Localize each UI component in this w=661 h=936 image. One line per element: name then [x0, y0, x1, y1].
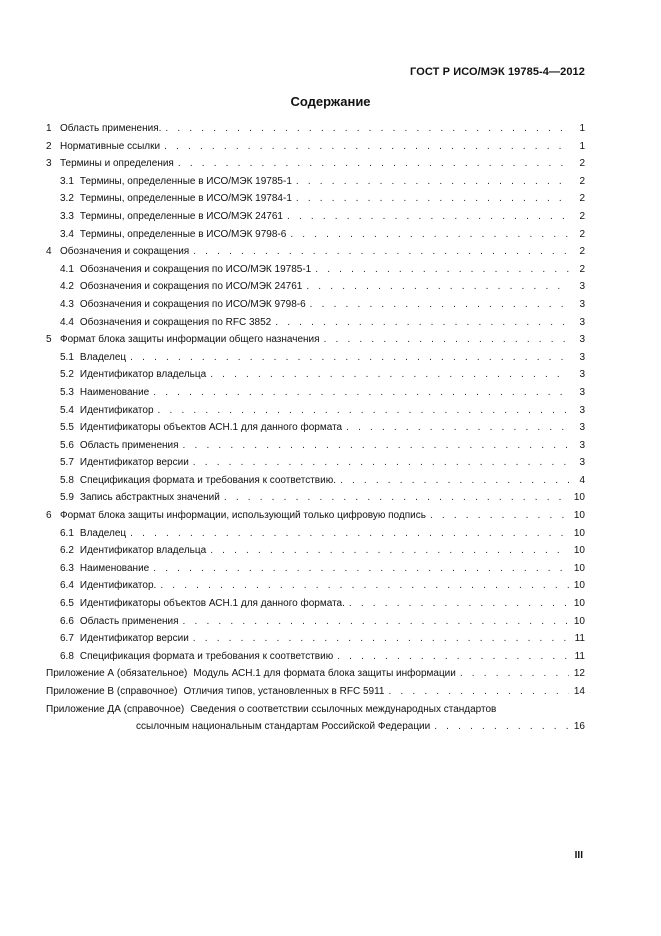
- dot-leader: [290, 226, 569, 244]
- toc-entry-number: 3.1: [60, 175, 74, 187]
- toc-entry-page: 3: [579, 422, 585, 434]
- toc-entry-number: 5.1: [60, 351, 74, 363]
- appendix-title-continuation: ссылочным национальным стандартам Российской Федерации: [136, 721, 431, 733]
- toc-entry-page: 3: [579, 281, 585, 293]
- toc-entry-number: 3: [46, 158, 52, 170]
- toc-entry: [46, 402, 585, 420]
- toc-entry-page: 2: [579, 158, 585, 170]
- toc-entry-page: 11: [574, 650, 585, 662]
- toc-entry: [46, 226, 585, 244]
- toc-entry-number: 6.4: [60, 580, 74, 592]
- dot-leader: [210, 366, 569, 384]
- toc-entry-page: 3: [579, 334, 585, 346]
- toc-entry-number: 3.3: [60, 210, 74, 222]
- toc-entry-label: Термины, определенные в ИСО/МЭК 24761: [79, 210, 283, 222]
- toc-entry: [46, 138, 585, 156]
- toc-entry-label: Наименование: [79, 562, 150, 574]
- toc-entry-number: 4.3: [60, 298, 74, 310]
- dot-leader: [160, 577, 569, 595]
- toc-entry-label: Спецификация формата и требования к соответствию: [79, 650, 334, 662]
- toc-entry: [46, 542, 585, 560]
- toc-entry-label: Термины, определенные в ИСО/МЭК 19785-1: [79, 175, 292, 187]
- toc-entry: [46, 560, 585, 578]
- dot-leader: [178, 155, 569, 173]
- toc-appendix-entry: [46, 683, 585, 701]
- toc-entry-page: 11: [574, 633, 585, 645]
- toc-entry-label: Владелец: [79, 527, 127, 539]
- toc-entry-number: 6.8: [60, 650, 74, 662]
- toc-entry: [46, 366, 585, 384]
- toc-entry-label: Идентификаторы объектов АСН.1 для данного формата.: [79, 598, 345, 610]
- dot-leader: [306, 278, 569, 296]
- toc-entry-label: Идентификатор.: [79, 580, 157, 592]
- toc-entry: [46, 349, 585, 367]
- dot-leader: [460, 665, 569, 683]
- toc-entry-page: 3: [579, 351, 585, 363]
- toc-entry-label: Формат блока защиты информации общего назначения: [60, 334, 320, 346]
- toc-entry: [46, 314, 585, 332]
- dot-leader: [183, 437, 569, 455]
- toc-entry-number: 4.4: [60, 316, 74, 328]
- toc-entry-page: 3: [579, 457, 585, 469]
- toc-entry-label: Обозначения и сокращения по RFC 3852: [79, 316, 272, 328]
- toc-appendix-entry: [46, 665, 585, 683]
- toc-entry-label: Идентификатор владельца: [79, 545, 207, 557]
- toc-entry-number: 3.2: [60, 193, 74, 205]
- dot-leader: [388, 683, 569, 701]
- toc-entry: [46, 384, 585, 402]
- toc-entry-page: 3: [579, 298, 585, 310]
- toc-entry-label: Спецификация формата и требования к соответствию.: [79, 474, 336, 486]
- dot-leader: [349, 595, 569, 613]
- dot-leader: [164, 138, 569, 156]
- toc-entry-number: 5.2: [60, 369, 74, 381]
- dot-leader: [337, 648, 569, 666]
- appendix-label: Приложение А (обязательное): [46, 668, 188, 680]
- toc-entry-label: Идентификатор версии: [79, 633, 189, 645]
- toc-entry-number: 2: [46, 140, 52, 152]
- toc-entry-label: Нормативные ссылки: [60, 140, 161, 152]
- dot-leader: [340, 472, 569, 490]
- dot-leader: [153, 384, 569, 402]
- toc-entry-number: 3.4: [60, 228, 74, 240]
- toc-entry-number: 5.7: [60, 457, 74, 469]
- toc-entry: [46, 155, 585, 173]
- dot-leader: [296, 173, 569, 191]
- dot-leader: [296, 190, 569, 208]
- toc-entry-number: 5: [46, 334, 52, 346]
- dot-leader: [430, 507, 569, 525]
- toc-entry-number: 6.2: [60, 545, 74, 557]
- dot-leader: [193, 454, 569, 472]
- dot-leader: [434, 718, 569, 736]
- dot-leader: [193, 243, 569, 261]
- toc-entry-label: Область применения: [79, 439, 179, 451]
- appendix-label: Приложение ДА (справочное): [46, 703, 185, 715]
- toc-entry-label: Наименование: [79, 386, 150, 398]
- page-title: Содержание: [290, 94, 371, 109]
- appendix-page: 12: [573, 668, 585, 680]
- document-header: ГОСТ Р ИСО/МЭК 19785-4—2012: [410, 66, 585, 78]
- toc-entry: [46, 454, 585, 472]
- toc-entry-page: 2: [579, 210, 585, 222]
- toc-entry-page: 3: [579, 386, 585, 398]
- toc-entry: [46, 472, 585, 490]
- toc-entry: [46, 190, 585, 208]
- toc-entry: [46, 243, 585, 261]
- toc-entry-label: Обозначения и сокращения по ИСО/МЭК 19785-1: [79, 263, 312, 275]
- toc-entry: [46, 120, 585, 138]
- toc-entry: [46, 577, 585, 595]
- toc-entry-page: 2: [579, 193, 585, 205]
- toc-entry-label: Идентификаторы объектов АСН.1 для данного формата: [79, 422, 343, 434]
- dot-leader: [165, 120, 569, 138]
- toc-entry-number: 6.6: [60, 615, 74, 627]
- toc-entry-page: 3: [579, 439, 585, 451]
- dot-leader: [324, 331, 569, 349]
- toc-entry-page: 4: [579, 474, 585, 486]
- toc-entry-label: Термины, определенные в ИСО/МЭК 19784-1: [79, 193, 292, 205]
- toc-entry-label: Обозначения и сокращения по ИСО/МЭК 24761: [79, 281, 303, 293]
- toc-entry-page: 2: [579, 263, 585, 275]
- toc-entry-number: 5.8: [60, 474, 74, 486]
- toc-entry-page: 2: [579, 175, 585, 187]
- toc-entry-number: 6.5: [60, 598, 74, 610]
- toc-entry-page: 10: [573, 580, 585, 592]
- toc-entry: [46, 525, 585, 543]
- dot-leader: [310, 296, 569, 314]
- toc-entry-label: Область применения.: [60, 123, 162, 134]
- toc-entry-number: 6: [46, 510, 52, 522]
- page-number: III: [574, 850, 583, 861]
- toc-entry-label: Владелец: [79, 351, 127, 363]
- appendix-title: Сведения о соответствии ссылочных международных стандартов: [190, 703, 497, 715]
- toc-entry-label: Обозначения и сокращения: [60, 246, 190, 258]
- appendix-label: Приложение В (справочное): [46, 686, 178, 697]
- appendix-title: Модуль АСН.1 для формата блока защиты информации: [193, 668, 456, 680]
- toc-entry: [46, 613, 585, 631]
- appendix-page: 16: [573, 721, 585, 733]
- toc-entry-number: 4.1: [60, 263, 74, 275]
- toc-entry-page: 10: [573, 562, 585, 574]
- toc-entry-page: 2: [579, 228, 585, 240]
- toc-entry: [46, 208, 585, 226]
- table-of-contents: [46, 120, 585, 736]
- toc-entry-page: 2: [579, 246, 585, 258]
- toc-appendix-continuation: [46, 718, 585, 736]
- toc-entry-number: 5.4: [60, 404, 74, 416]
- toc-entry-number: 6.7: [60, 633, 74, 645]
- toc-entry-label: Формат блока защиты информации, использующий только цифровую подпись: [60, 510, 426, 522]
- toc-entry: [46, 261, 585, 279]
- toc-entry: [46, 595, 585, 613]
- toc-entry-label: Обозначения и сокращения по ИСО/МЭК 9798-6: [79, 298, 306, 310]
- toc-entry-page: 10: [573, 545, 585, 557]
- toc-entry: [46, 630, 585, 648]
- dot-leader: [153, 560, 569, 578]
- toc-entry-page: 10: [573, 598, 585, 610]
- toc-entry-number: 5.5: [60, 422, 74, 434]
- dot-leader: [224, 489, 569, 507]
- toc-entry-label: Термины, определенные в ИСО/МЭК 9798-6: [79, 228, 287, 240]
- toc-entry-number: 6.3: [60, 562, 74, 574]
- toc-entry-page: 10: [573, 510, 585, 522]
- dot-leader: [287, 208, 569, 226]
- toc-entry: [46, 489, 585, 507]
- toc-entry: [46, 296, 585, 314]
- toc-entry-page: 10: [573, 527, 585, 539]
- toc-entry-page: 10: [573, 615, 585, 627]
- toc-entry: [46, 507, 585, 525]
- toc-entry-number: 4: [46, 246, 52, 258]
- toc-entry-page: 1: [579, 140, 585, 152]
- appendix-title: Отличия типов, установленных в RFC 5911: [183, 686, 385, 697]
- toc-entry-page: 3: [579, 404, 585, 416]
- toc-entry-number: 5.6: [60, 439, 74, 451]
- toc-entry: [46, 331, 585, 349]
- toc-entry-number: 6.1: [60, 527, 74, 539]
- dot-leader: [193, 630, 569, 648]
- toc-entry: [46, 173, 585, 191]
- appendix-page: 14: [573, 686, 585, 697]
- toc-entry: [46, 278, 585, 296]
- dot-leader: [130, 349, 569, 367]
- dot-leader: [183, 613, 569, 631]
- toc-entry-label: Область применения: [79, 615, 179, 627]
- toc-entry-label: Запись абстрактных значений: [79, 492, 220, 504]
- dot-leader: [158, 402, 569, 420]
- toc-entry-page: 1: [579, 123, 585, 134]
- toc-entry-number: 1: [46, 123, 52, 134]
- toc-entry-page: 3: [579, 316, 585, 328]
- dot-leader: [315, 261, 569, 279]
- toc-entry-number: 5.3: [60, 386, 74, 398]
- toc-entry-number: 4.2: [60, 281, 74, 293]
- toc-entry-label: Термины и определения: [60, 158, 174, 170]
- toc-entry-number: 5.9: [60, 492, 74, 504]
- toc-entry-label: Идентификатор версии: [79, 457, 189, 469]
- toc-entry: [46, 419, 585, 437]
- dot-leader: [210, 542, 569, 560]
- dot-leader: [275, 314, 569, 332]
- dot-leader: [130, 525, 569, 543]
- toc-entry: [46, 648, 585, 666]
- toc-entry: [46, 437, 585, 455]
- toc-entry-page: 10: [573, 492, 585, 504]
- toc-appendix-entry: [46, 701, 585, 719]
- dot-leader: [346, 419, 569, 437]
- toc-entry-label: Идентификатор: [79, 404, 154, 416]
- toc-entry-label: Идентификатор владельца: [79, 369, 207, 381]
- toc-entry-page: 3: [579, 369, 585, 381]
